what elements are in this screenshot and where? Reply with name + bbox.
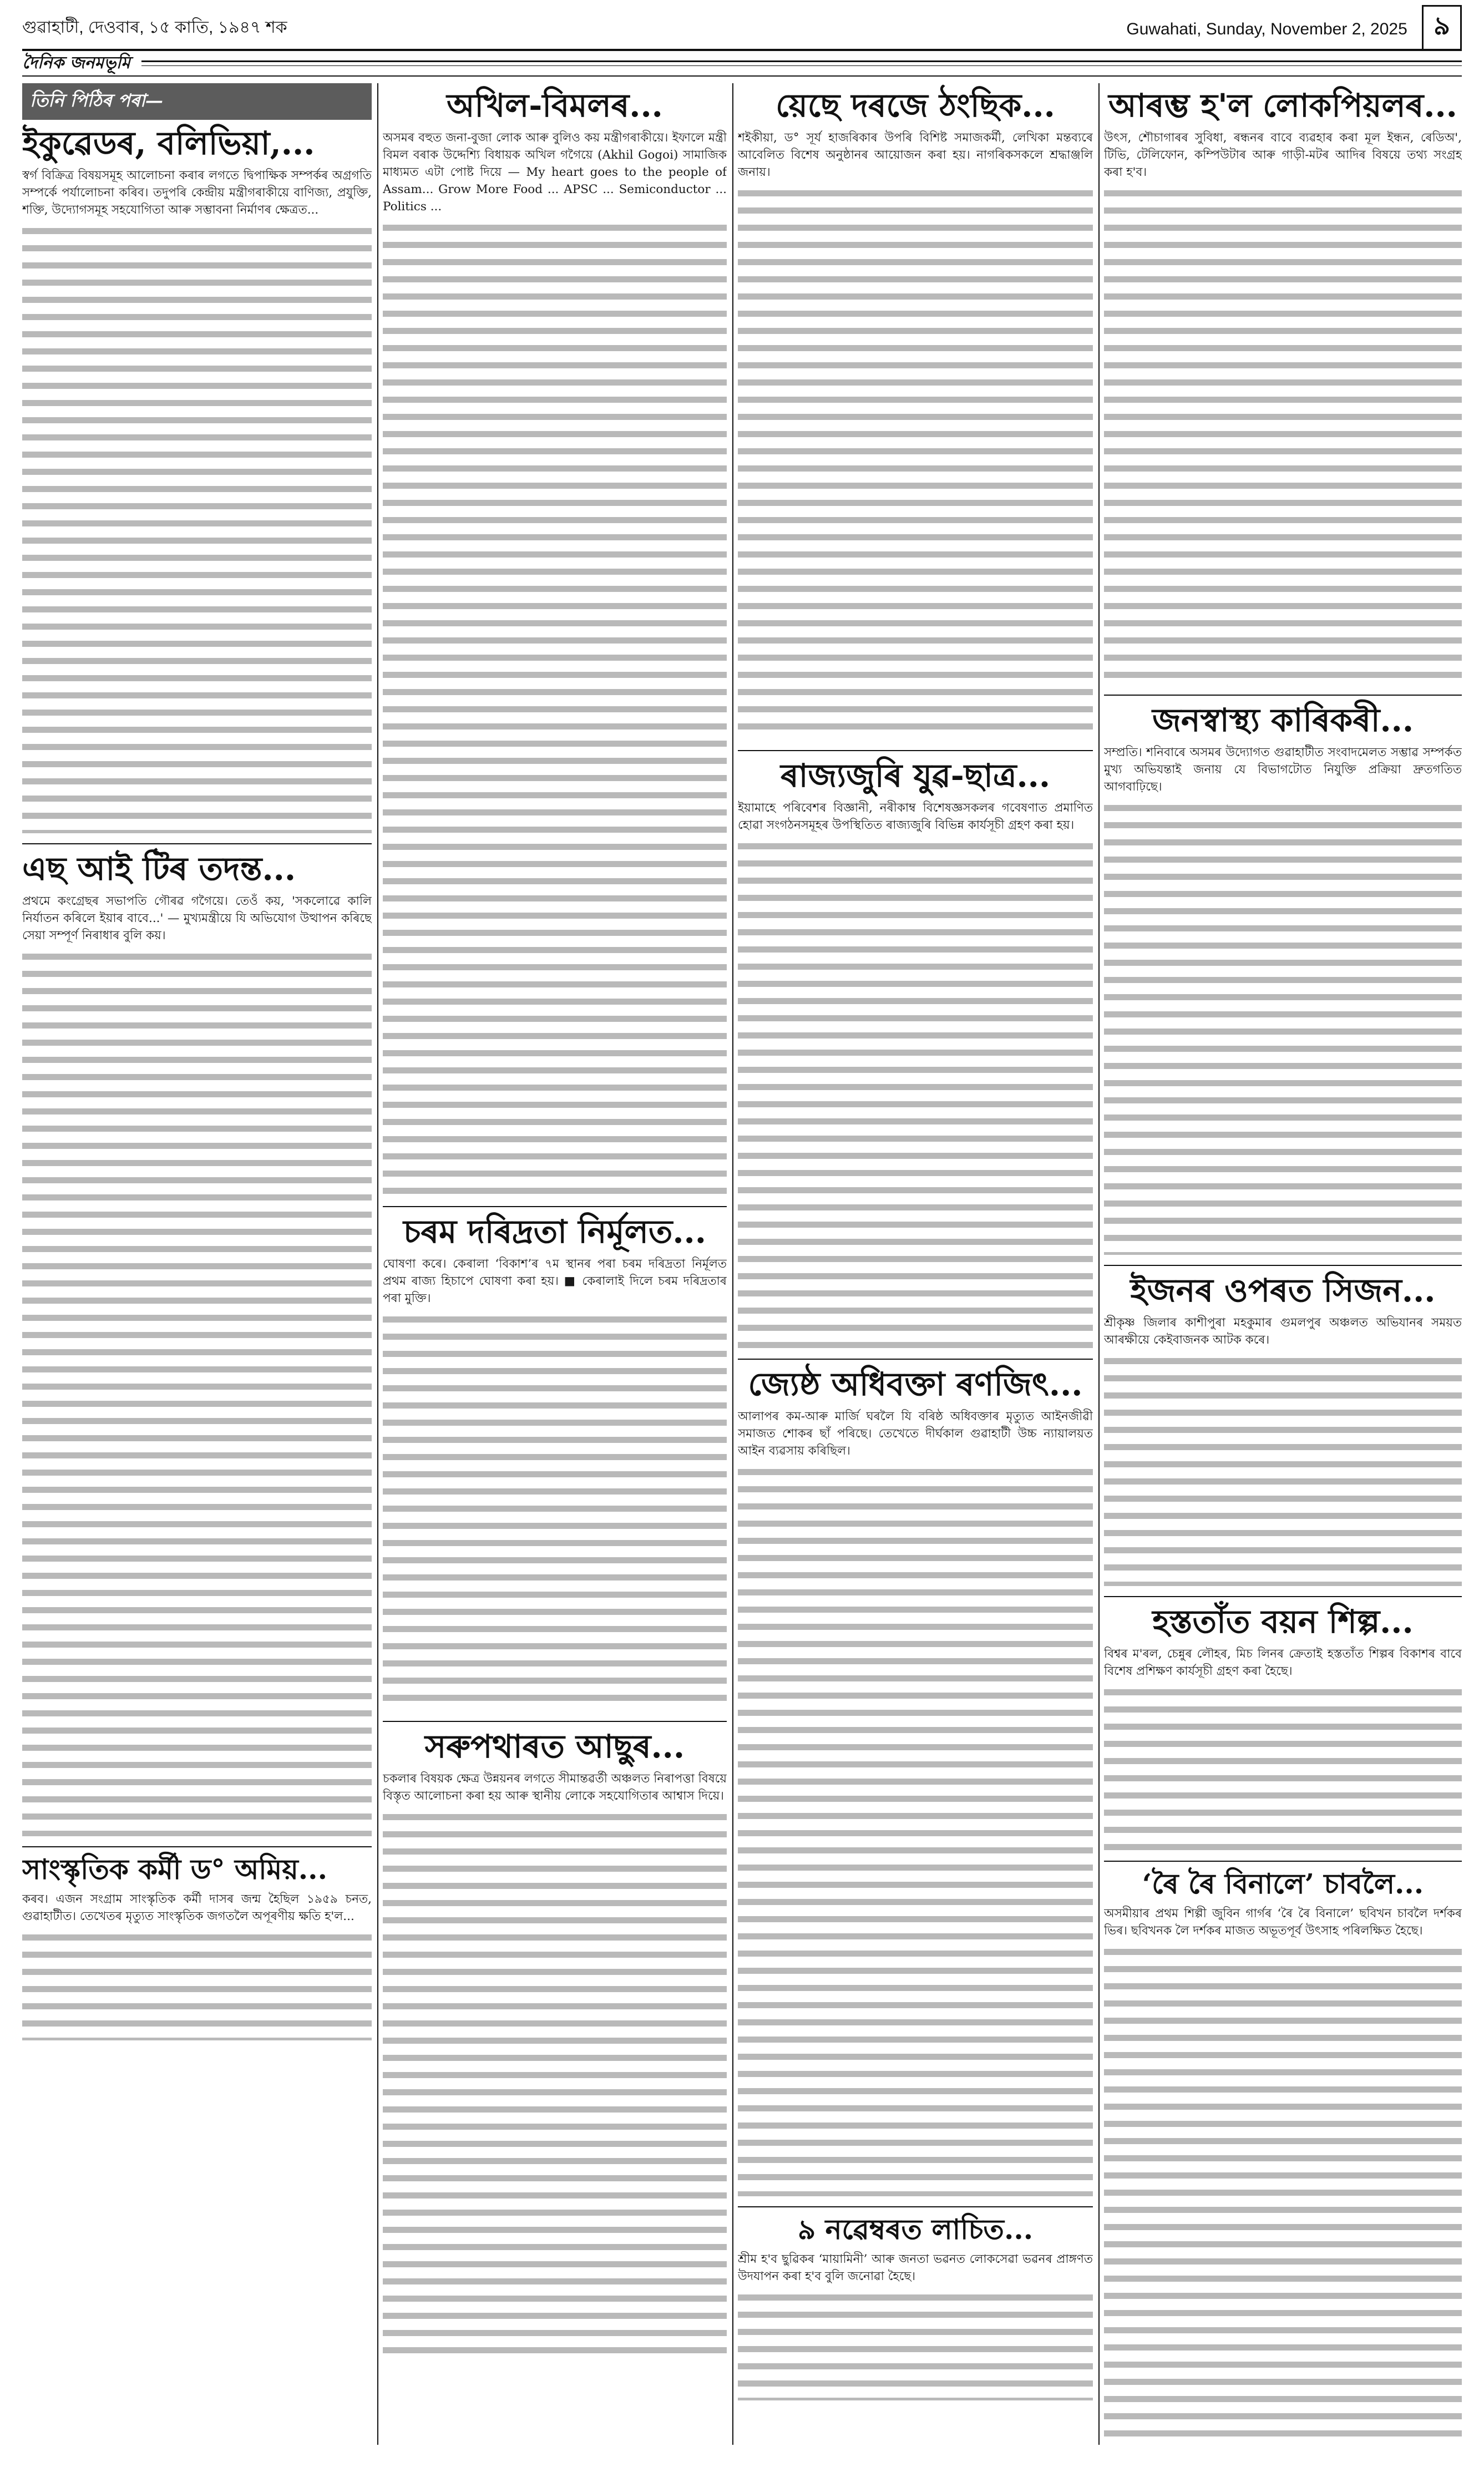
article-headline[interactable]: ‘ৰৈ ৰৈ বিনালে’ চাবলৈ... xyxy=(1142,1867,1424,1900)
column-4 xyxy=(1104,83,1462,2445)
article-divider xyxy=(1104,695,1462,696)
column-2 xyxy=(383,83,727,2445)
right-dateline-group xyxy=(1126,5,1462,50)
article-body: বিশ্বৰ ম'ৰল, চেন্নুৰ লৌহৰ, মিচ লিনৰ ক্ৰেতাই হস্ততাঁত শিল্পৰ বিকাশৰ বাবে বিশেষ প্ৰশিক্ষণ কাৰ্যসূচী গ্ৰহণ কৰা হৈছে। xyxy=(1104,1647,1462,1678)
article-headline[interactable]: এছ আই টিৰ তদন্ত... xyxy=(22,849,296,888)
column-divider xyxy=(1098,83,1100,2445)
article-body-text-block xyxy=(383,1809,727,2364)
article-body: প্ৰথমে কংগ্ৰেছৰ সভাপতি গৌৰৱ গগৈয়ে। তেওঁ কয়, 'সকলোৱে কালি নিৰ্যাতন কৰিলে ইয়াৰ বাবে...' — মুখ্যমন্ত্ৰীয়ে যি অভিযোগ উত্থাপন কৰিছে সেয়া সম্পূৰ্ণ নিৰাধাৰ বুলি কয়। xyxy=(22,894,372,943)
article-divider xyxy=(738,1359,1093,1360)
article-body-text-block xyxy=(22,223,372,833)
article-headline[interactable]: চৰম দৰিদ্ৰতা নিৰ্মূলত... xyxy=(403,1212,706,1250)
article-divider xyxy=(383,1721,727,1722)
article-divider xyxy=(1104,1861,1462,1862)
article-headline[interactable]: ৯ নৱেম্বৰত লাচিত... xyxy=(797,2212,1034,2246)
masthead xyxy=(22,49,1462,77)
article-divider xyxy=(738,2206,1093,2207)
column-3 xyxy=(738,83,1093,2445)
article-headline[interactable]: ইজনৰ ওপৰত সিজন... xyxy=(1130,1271,1436,1309)
left-dateline: গুৱাহাটী, দেওবাৰ, ১৫ কাতি, ১৯৪৭ শক xyxy=(22,18,287,37)
article-body-text-block xyxy=(1104,185,1462,685)
article-body: ইয়ামাহে পৰিবেশৰ বিজ্ঞানী, নৰীকাম্ব বিশেষজ্ঞসকলৰ গবেষণাত প্ৰমাণিত হোৱা সংগঠনসমূহৰ উপস্থিতিত ৰাজ্যজুৰি বিভিন্ন কাৰ্যসূচী গ্ৰহণ কৰা হয়। xyxy=(738,801,1093,832)
article-body-text-block xyxy=(1104,1684,1462,1851)
article-divider xyxy=(22,843,372,844)
article-body: অসমীয়াৰ প্ৰথম শিল্পী জুবিন গাৰ্গৰ ‘ৰৈ ৰৈ বিনালে’ ছবিখন চাবলৈ দৰ্শকৰ ভিৰ। ছবিখনক লৈ দৰ্শকৰ মাজত অভূতপূৰ্ব উৎসাহ পৰিলক্ষিত হৈছে। xyxy=(1104,1906,1462,1938)
article-headline[interactable]: আৰম্ভ হ'ল লোকপিয়লৰ... xyxy=(1108,87,1457,124)
article-headline[interactable]: হস্ততাঁত বয়ন শিল্প... xyxy=(1152,1602,1414,1640)
article-headline[interactable]: য়েছে দৰজে ঠংছিক... xyxy=(776,87,1055,124)
top-dateline-bar xyxy=(22,11,1462,44)
article-divider xyxy=(22,1846,372,1847)
article-body: স্বৰ্গ বিক্ৰিত্ৰ বিষয়সমূহ আলোচনা কৰাৰ লগতে দ্বিপাক্ষিক সম্পৰ্কৰ অগ্ৰগতি সম্পৰ্কে পৰ্যালোচনা কৰিব। তদুপৰি কেন্দ্ৰীয় মন্ত্ৰীগৰাকীয়ে বাণিজ্য, প্ৰযুক্তি, শক্তি, উদ্যোগসমূহ সহযোগিতা আৰু সম্ভাবনা নিৰ্মাণৰ ক্ষেত্ৰত... xyxy=(22,168,372,217)
article-divider xyxy=(1104,1265,1462,1266)
article-body-text-block xyxy=(1104,800,1462,1255)
article-body: শইকীয়া, ড° সূৰ্য হাজৰিকাৰ উপৰি বিশিষ্ট সমাজকৰ্মী, লেখিকা মন্তব্যৰে আবেলিত বিশেষ অনুষ্ঠানৰ আয়োজন কৰা হয়। নাগৰিকসকলে শ্ৰদ্ধাঞ্জলি জনায়। xyxy=(738,130,1093,179)
article-divider xyxy=(1104,1596,1462,1597)
article-body-text-block xyxy=(738,185,1093,740)
article-body-text-block xyxy=(383,220,727,1196)
article-body-text-block xyxy=(738,1464,1093,2196)
article-body: উৎস, শৌচাগাৰৰ সুবিধা, ৰন্ধনৰ বাবে ব্যৱহাৰ কৰা মূল ইন্ধন, ৰেডিঅ', টিভি, টেলিফোন, কম্পিউটাৰ আৰু গাড়ী-মটৰ আদিৰ বিষয়ে তথ্য সংগ্ৰহ কৰা হ'ব। xyxy=(1104,130,1462,179)
article-headline[interactable]: জ্যেষ্ঠ অধিবক্তা ৰণজিৎ... xyxy=(748,1365,1083,1403)
article-body-text-block xyxy=(1104,1353,1462,1586)
right-dateline: Guwahati, Sunday, November 2, 2025 xyxy=(1126,20,1407,38)
continued-banner: তিনি পিঠিৰ পৰা— xyxy=(22,83,372,120)
column-divider xyxy=(732,83,733,2445)
article-headline[interactable]: সাংস্কৃতিক কৰ্মী ড° অমিয়... xyxy=(22,1852,327,1886)
column-1 xyxy=(22,83,372,2445)
article-body-text-block xyxy=(22,1929,372,2040)
article-divider xyxy=(738,750,1093,751)
article-divider xyxy=(383,1206,727,1207)
article-headline[interactable]: অখিল-বিমলৰ... xyxy=(447,87,663,124)
article-headline[interactable]: জনস্বাস্থ্য কাৰিকৰী... xyxy=(1152,701,1414,739)
article-body: আলাপৰ কম-আৰু মাৰ্জি ঘৰলৈ যি বৰিষ্ঠ অধিবক্তাৰ মৃত্যুত আইনজীৱী সমাজত শোকৰ ছাঁ পৰিছে। তেখেতে দীৰ্ঘকাল গুৱাহাটী উচ্চ ন্যায়ালয়ত আইন ব্যৱসায় কৰিছিল। xyxy=(738,1409,1093,1458)
article-headline[interactable]: ৰাজ্যজুৰি যুৱ-ছাত্ৰ... xyxy=(780,756,1051,794)
article-body-text-block xyxy=(383,1311,727,1711)
article-body-text-block xyxy=(738,2289,1093,2400)
article-body: শ্ৰীকৃষ্ণ জিলাৰ কাশীপুৰা মহকুমাৰ গুমলপুৰ অঞ্চলত অভিযানৰ সময়ত আৰক্ষীয়ে কেইবাজনক আটক কৰে। xyxy=(1104,1315,1462,1347)
article-headline[interactable]: ইকুৱেডৰ, বলিভিয়া,... xyxy=(22,124,315,162)
article-body: চকলাৰ বিষয়ক ক্ষেত্ৰ উন্নয়নৰ লগতে সীমান্তৱৰ্তী অঞ্চলত নিৰাপত্তা বিষয়ে বিস্তৃত আলোচনা কৰা হয় আৰু স্থানীয় লোকে সহযোগিতাৰ আশ্বাস দিয়ে। xyxy=(383,1771,727,1803)
article-body-text-block xyxy=(738,838,1093,1349)
masthead-rule xyxy=(141,60,1462,66)
column-divider xyxy=(377,83,378,2445)
page-number: ৯ xyxy=(1422,5,1462,50)
article-body: শ্ৰীম হ'ব ছুৱিকৰ ‘মায়ামিনী’ আৰু জনতা ভৱনত লোকসেৱা ভৱনৰ প্ৰাঙ্গণত উদযাপন কৰা হ'ব বুলি জনোৱা হৈছে। xyxy=(738,2252,1093,2283)
article-body: ঘোষণা কৰে। কেৰালা ‘বিকাশ’ৰ ৭ম স্থানৰ পৰা চৰম দৰিদ্ৰতা নিৰ্মূলত প্ৰথম ৰাজ্য হিচাপে ঘোষণা কৰা হয়। ■ কেৰালাই দিলে চৰম দৰিদ্ৰতাৰ পৰা মুক্তি। xyxy=(383,1257,727,1305)
article-body-text-block xyxy=(1104,1944,1462,2443)
article-body: সম্প্ৰতি। শনিবাৰে অসমৰ উদ্যোগত গুৱাহাটীত সংবাদমেলত সম্ভাৱ সম্পৰ্কত মুখ্য অভিযন্তাই জনায় যে বিভাগটোত নিযুক্তি প্ৰক্ৰিয়া দ্ৰুতগতিত আগবাঢ়িছে। xyxy=(1104,745,1462,794)
article-body-text-block xyxy=(22,949,372,1836)
article-body: অসমৰ বহুত জনা-বুজা লোক আৰু বুলিও কয় মন্ত্ৰীগৰাকীয়ে। ইফালে মন্ত্ৰী বিমল বৰাক উদ্দেশ্যি বিধায়ক অখিল গগৈয়ে (Akhil Gogoi) সামাজিক মাধ্যমত এটা পোষ্ট দিয়ে — My heart goes to the people of Assam... Grow More Food ... APSC ... Semiconductor ... Politics ... xyxy=(383,130,727,214)
article-headline[interactable]: সৰুপথাৰত আছুৰ... xyxy=(424,1727,685,1765)
article-body: কৰব। এজন সংগ্ৰাম সাংস্কৃতিক কৰ্মী দাসৰ জন্ম হৈছিল ১৯৫৯ চনত, গুৱাহাটীত। তেখেতৰ মৃত্যুত সাংস্কৃতিক জগতলৈ অপূৰণীয় ক্ষতি হ'ল... xyxy=(22,1892,372,1923)
paper-name: দৈনিক জনমভূমি xyxy=(22,53,130,73)
